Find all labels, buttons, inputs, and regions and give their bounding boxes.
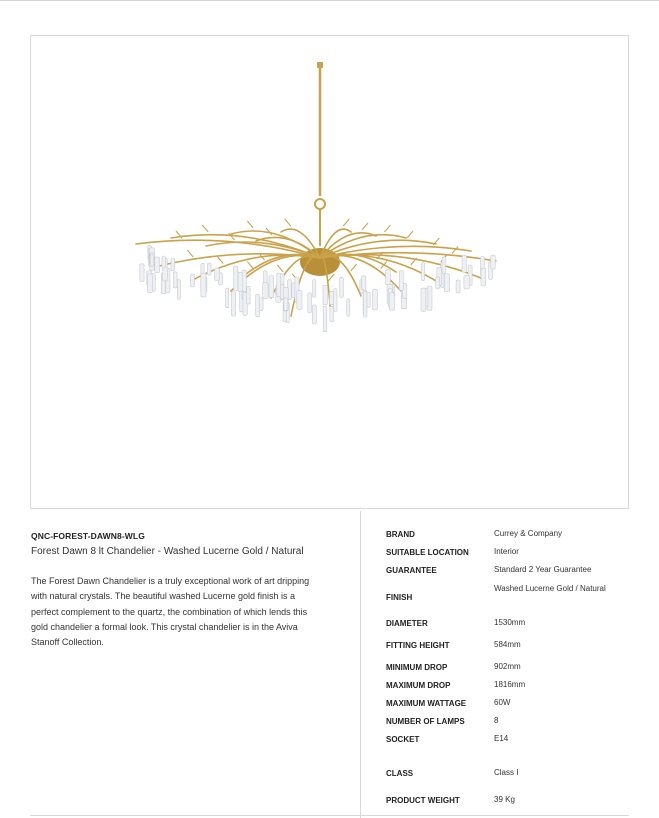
crystal <box>147 274 152 293</box>
spec-value: 8 <box>494 716 499 725</box>
crystal <box>162 256 166 268</box>
spec-label: SUITABLE LOCATION <box>386 548 469 557</box>
crystal <box>201 273 206 297</box>
crystal <box>226 288 229 308</box>
spec-value: 1816mm <box>494 680 526 689</box>
crystal <box>330 306 334 321</box>
crystal <box>256 294 260 317</box>
crystal <box>173 272 177 288</box>
spec-label: SOCKET <box>386 735 420 744</box>
crystal <box>207 263 211 275</box>
crystal <box>263 283 268 299</box>
crystal <box>247 286 251 304</box>
crystal <box>313 280 316 298</box>
crystal <box>312 305 316 324</box>
spec-label: NUMBER OF LAMPS <box>386 717 465 726</box>
crystal <box>334 289 337 312</box>
spec-label: CLASS <box>386 769 414 778</box>
twig <box>202 225 208 232</box>
crystal <box>308 293 312 313</box>
crystal <box>269 276 274 298</box>
crystal <box>155 257 160 273</box>
product-image-frame <box>30 35 629 509</box>
crystal <box>340 277 344 297</box>
crystal <box>238 272 242 291</box>
spec-value: Currey & Company <box>494 529 563 538</box>
crystal <box>234 266 238 290</box>
twig <box>285 219 291 226</box>
crystal <box>399 271 403 291</box>
crystal <box>280 284 284 299</box>
crystal <box>421 288 426 311</box>
bottom-rule <box>30 815 629 816</box>
spec-value: E14 <box>494 734 509 743</box>
crystal <box>373 289 378 310</box>
product-name: Forest Dawn 8 lt Chandelier - Washed Lucerne Gold / Natural <box>31 546 304 557</box>
crystal <box>150 254 153 266</box>
crystal <box>242 270 246 292</box>
top-rule <box>0 0 659 1</box>
crystal <box>297 291 302 310</box>
crystal <box>462 255 466 272</box>
crystal <box>442 257 445 274</box>
spec-label: MINIMUM DROP <box>386 663 448 672</box>
twig <box>343 219 349 226</box>
crystal <box>347 299 350 317</box>
chandelier-image <box>31 36 630 510</box>
twig <box>277 265 283 272</box>
spec-label: DIAMETER <box>386 619 428 628</box>
crystal <box>171 258 175 271</box>
crystal <box>481 268 486 286</box>
spec-label: PRODUCT WEIGHT <box>386 796 460 805</box>
twig <box>362 223 368 230</box>
crystal <box>389 293 394 311</box>
product-summary <box>31 531 331 650</box>
spec-value: 584mm <box>494 640 521 649</box>
twig <box>187 250 193 257</box>
twig <box>247 262 253 269</box>
twig <box>328 274 334 281</box>
twig <box>217 257 223 264</box>
spec-value: Interior <box>494 547 519 556</box>
product-description: The Forest Dawn Chandelier is a truly exceptional work of art dripping with natural crystals. The beautiful washed Lucerne gold finish is a perfect complement to the quartz, the combination of which lends this gold chandelier a formal look. This crystal chandelier is in the Aviva Stanoff Collection. <box>31 576 310 648</box>
spec-value: 39 Kg <box>494 795 515 804</box>
crystal <box>456 280 460 293</box>
column-divider <box>360 511 361 818</box>
spec-label: MAXIMUM WATTAGE <box>386 699 467 708</box>
crystal <box>444 274 449 292</box>
crystal <box>231 292 235 317</box>
crystal <box>177 280 180 300</box>
crystal <box>191 274 195 287</box>
twig <box>385 225 391 232</box>
crystal <box>362 276 366 290</box>
twig <box>407 231 413 238</box>
chain-ring <box>315 199 325 209</box>
spec-value: 1530mm <box>494 618 526 627</box>
spec-value: Standard 2 Year Guarantee <box>494 565 592 574</box>
twig <box>247 221 253 228</box>
crystal <box>277 273 281 297</box>
product-sku: QNC-FOREST-DAWN8-WLG <box>31 531 145 541</box>
crystal <box>323 306 327 332</box>
spec-value: Washed Lucerne Gold / Natural <box>494 584 606 593</box>
crystal <box>422 263 425 281</box>
twig <box>351 264 357 271</box>
spec-value: Class I <box>494 768 519 777</box>
spec-label: GUARANTEE <box>386 566 437 575</box>
crystal <box>436 277 440 289</box>
crystal <box>491 255 496 269</box>
crystal <box>215 268 220 280</box>
crystal <box>464 275 469 289</box>
spec-label: BRAND <box>386 530 415 539</box>
spec-label: FITTING HEIGHT <box>386 641 450 650</box>
twig <box>452 247 458 254</box>
crystal <box>284 298 288 311</box>
crystal <box>386 270 391 285</box>
spec-label: MAXIMUM DROP <box>386 681 451 690</box>
spec-label: FINISH <box>386 593 413 602</box>
crystal <box>363 292 367 318</box>
crystal <box>140 264 144 282</box>
spec-value: 902mm <box>494 662 521 671</box>
spec-value: 60W <box>494 698 511 707</box>
crystal <box>323 285 328 305</box>
